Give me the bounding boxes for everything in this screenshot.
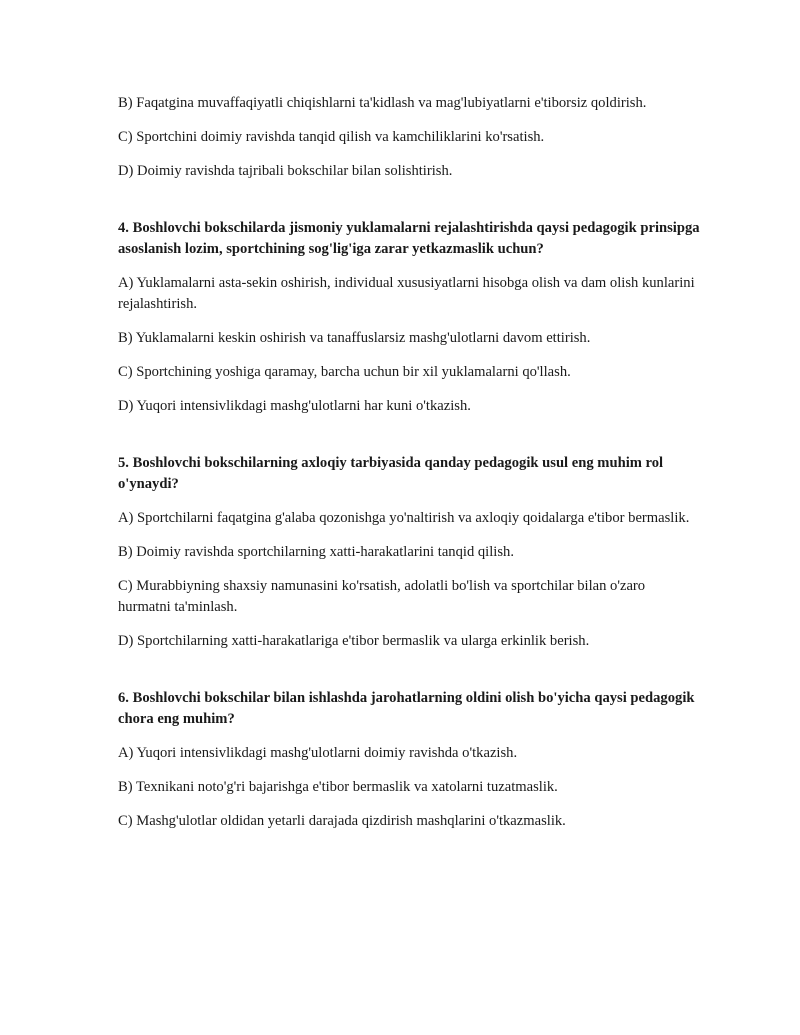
answer-option: C) Sportchini doimiy ravishda tanqid qilish va kamchiliklarini ko'rsatish.	[118, 129, 545, 145]
answer-option: B) Texnikani noto'g'ri bajarishga e'tibor bermaslik va xatolarni tuzatmaslik.	[118, 779, 558, 795]
answer-option: A) Yuqori intensivlikdagi mashg'ulotlarni doimiy ravishda o'tkazish.	[118, 745, 518, 761]
question-heading: 4. Boshlovchi bokschilarda jismoniy yuklamalarni rejalashtirishda qaysi pedagogik prinsipga asoslanish lozim, sportchining sog'lig'iga zarar yetkazmaslik uchun?	[118, 220, 700, 257]
answer-option: D) Sportchilarning xatti-harakatlariga e'tibor bermaslik va ularga erkinlik berish.	[118, 633, 590, 649]
answer-option: B) Doimiy ravishda sportchilarning xatti-harakatlarini tanqid qilish.	[118, 544, 514, 560]
answer-option: A) Yuklamalarni asta-sekin oshirish, individual xususiyatlarni hisobga olish va dam olish kunlarini rejalashtirish.	[118, 275, 695, 312]
answer-option: C) Sportchining yoshiga qaramay, barcha uchun bir xil yuklamalarni qo'llash.	[118, 364, 571, 380]
answer-option: D) Yuqori intensivlikdagi mashg'ulotlarni har kuni o'tkazish.	[118, 398, 471, 414]
answer-option: C) Mashg'ulotlar oldidan yetarli darajada qizdirish mashqlarini o'tkazmaslik.	[118, 813, 566, 829]
question-heading: 6. Boshlovchi bokschilar bilan ishlashda jarohatlarning oldini olish bo'yicha qaysi pedagogik chora eng muhim?	[118, 690, 695, 727]
question-heading: 5. Boshlovchi bokschilarning axloqiy tarbiyasida qanday pedagogik usul eng muhim rol o'ynaydi?	[118, 455, 664, 492]
answer-option: A) Sportchilarni faqatgina g'alaba qozonishga yo'naltirish va axloqiy qoidalarga e'tibor bermaslik.	[118, 510, 690, 526]
answer-option: D) Doimiy ravishda tajribali bokschilar bilan solishtirish.	[118, 163, 453, 179]
answer-option: B) Faqatgina muvaffaqiyatli chiqishlarni ta'kidlash va mag'lubiyatlarni e'tiborsiz qoldirish.	[118, 95, 647, 111]
answer-option: B) Yuklamalarni keskin oshirish va tanaffuslarsiz mashg'ulotlarni davom ettirish.	[118, 330, 591, 346]
answer-option: C) Murabbiyning shaxsiy namunasini ko'rsatish, adolatli bo'lish va sportchilar bilan o'zaro hurmatni ta'minlash.	[118, 578, 646, 615]
